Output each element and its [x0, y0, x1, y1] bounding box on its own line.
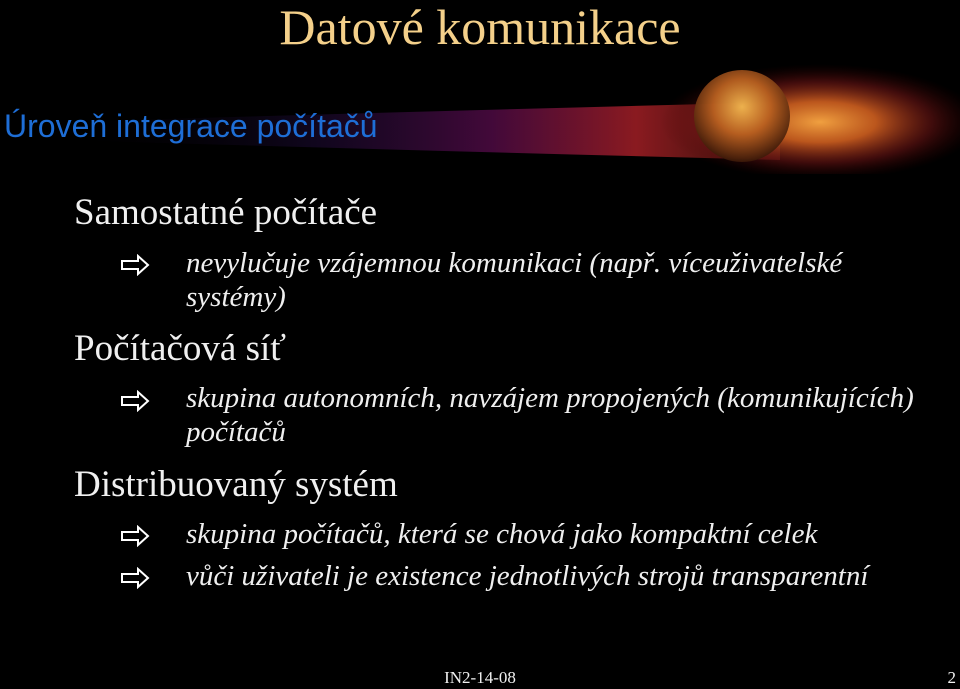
slide-subtitle: Úroveň integrace počítačů	[4, 108, 378, 144]
slide-title: Datové komunikace	[279, 0, 681, 55]
bullet-text: skupina počítačů, která se chová jako kompaktní celek	[186, 518, 818, 550]
bullet-text: nevylučuje vzájemnou komunikaci (např. víceuživatelské systémy)	[186, 247, 843, 313]
hollow-right-arrow-icon	[120, 390, 150, 412]
page-number: 2	[947, 668, 956, 687]
bullet-text: vůči uživateli je existence jednotlivých strojů transparentní	[186, 560, 869, 592]
hollow-right-arrow-icon	[120, 525, 150, 547]
section-heading-network: Počítačová síť	[74, 328, 287, 369]
section-heading-distributed: Distribuovaný systém	[74, 464, 398, 505]
hollow-right-arrow-icon	[120, 254, 150, 276]
footer-code: IN2-14-08	[444, 668, 516, 687]
section-heading-standalone: Samostatné počítače	[74, 192, 378, 233]
bullet-text: skupina autonomních, navzájem propojených (komunikujících) počítačů	[186, 382, 914, 448]
hollow-right-arrow-icon	[120, 567, 150, 589]
